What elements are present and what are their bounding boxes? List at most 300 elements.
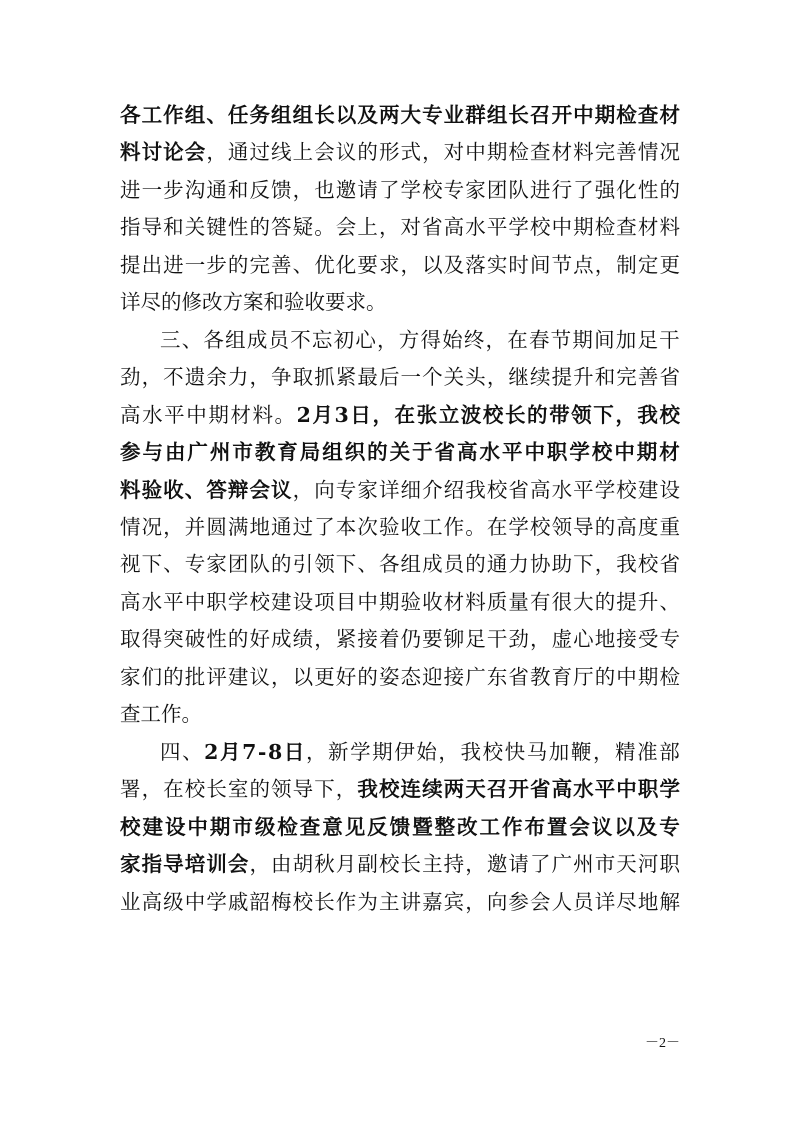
text-char: 始	[416, 739, 437, 764]
text-line	[120, 285, 680, 319]
text-char: 检	[508, 140, 529, 165]
text-char: 和	[594, 365, 616, 390]
text-char: 进	[120, 177, 141, 202]
text-char: 州	[209, 440, 231, 465]
text-char: 开	[508, 777, 529, 802]
text-char: 本	[335, 515, 357, 539]
text-char: 高	[457, 440, 478, 465]
text-char: 了	[573, 177, 594, 202]
text-char: ，	[163, 515, 184, 539]
text-char: 署	[120, 777, 141, 802]
text-char: 沟	[184, 177, 206, 202]
text-char: 长	[400, 852, 422, 876]
text-char: 水	[479, 440, 500, 465]
text-char: 连	[400, 777, 422, 802]
text-char: 的	[227, 252, 249, 277]
text-char: 方	[398, 327, 420, 352]
text-char: 劲	[120, 365, 141, 390]
text-char: 导	[292, 777, 314, 802]
text-char: 厅	[573, 664, 594, 689]
text-char: 期	[572, 327, 593, 352]
text-char: 完	[249, 252, 270, 277]
text-char: 成	[246, 327, 268, 352]
text-char: 会	[335, 215, 357, 240]
text-char: 校	[486, 477, 508, 502]
text-char: 学	[659, 777, 680, 802]
text-char: 了	[378, 177, 400, 202]
text-char: 收	[400, 515, 422, 539]
text-char: 布	[524, 814, 545, 839]
text-char: 紧	[335, 365, 357, 390]
text-char: 育	[551, 664, 573, 689]
text-char: 、	[182, 739, 203, 764]
text-char: 善	[616, 140, 637, 165]
text-char: ，	[465, 852, 486, 876]
text-char: 的	[271, 552, 292, 577]
text-char: 的	[249, 215, 270, 240]
text-char: 查	[529, 140, 551, 165]
text-char: 加	[615, 327, 637, 352]
text-char: 期	[594, 103, 616, 127]
text-char: 队	[249, 552, 270, 577]
text-char: 中	[524, 440, 545, 465]
text-char: ，	[400, 252, 422, 277]
text-char: 导	[141, 215, 163, 240]
text-char: 水	[573, 777, 594, 802]
text-line	[120, 547, 680, 581]
text-char: 受	[637, 627, 659, 652]
text-char: 邀	[486, 852, 508, 876]
text-char: 进	[529, 177, 551, 202]
text-char: 续	[529, 365, 551, 390]
text-char: 作	[163, 103, 184, 127]
text-char: 工	[422, 515, 443, 539]
text-char: 、	[659, 589, 680, 614]
text-char: 期	[372, 739, 393, 764]
text-char: 的	[527, 402, 548, 427]
text-char: 善	[637, 365, 659, 390]
text-char: 形	[378, 140, 400, 165]
text-char: 学	[594, 477, 616, 502]
text-char: 精	[615, 739, 636, 764]
text-char: 细	[400, 477, 422, 502]
text-char: 、	[181, 327, 203, 352]
text-char: 强	[594, 177, 616, 202]
text-char: 水	[142, 402, 163, 427]
text-char: 节	[550, 327, 572, 352]
text-line	[120, 772, 680, 806]
text-char: 会	[184, 140, 206, 165]
text-char: 尽	[140, 290, 161, 315]
text-char: 个	[422, 365, 443, 390]
text-char: 的	[161, 290, 182, 315]
text-char: ，	[292, 177, 314, 202]
text-char: 关	[184, 215, 206, 240]
text-char: 会	[314, 140, 335, 165]
text-char: 满	[227, 515, 249, 539]
text-line	[120, 473, 680, 507]
text-char: 组	[486, 103, 508, 127]
text-char: 期	[209, 814, 231, 839]
text-char: 两	[378, 103, 400, 127]
text-char: 在	[507, 327, 528, 352]
text-char: 破	[184, 627, 206, 652]
text-char: 化	[335, 252, 357, 277]
text-char: 开	[551, 103, 573, 127]
text-char: 一	[141, 177, 163, 202]
text-char: ，	[335, 777, 357, 802]
text-char: 以	[292, 664, 314, 689]
text-char: 们	[141, 664, 163, 689]
text-char: 张	[416, 402, 438, 427]
text-char: 春	[528, 327, 550, 352]
text-char: 专	[335, 477, 357, 502]
text-char: 设	[659, 477, 680, 502]
text-char: 期	[636, 440, 658, 465]
text-char: 以	[614, 814, 635, 839]
text-char: 三	[160, 327, 181, 352]
text-char: 中	[573, 103, 594, 127]
text-char: ，	[378, 215, 400, 240]
text-char: 材	[659, 103, 680, 127]
text-char: 案	[243, 290, 264, 315]
text-char: 月	[335, 852, 357, 876]
text-char: 我	[616, 552, 637, 577]
text-char: 目	[335, 589, 357, 614]
text-char: 取	[120, 627, 141, 652]
text-char: ，	[486, 365, 508, 390]
text-char: 指	[141, 852, 163, 876]
text-char: 日	[350, 402, 371, 427]
text-char: 升	[637, 589, 659, 614]
text-char: 于	[412, 440, 433, 465]
text-char: 省	[508, 664, 529, 689]
text-char: 视	[120, 552, 141, 577]
text-line	[120, 585, 680, 619]
text-line	[120, 810, 680, 844]
text-line	[120, 660, 680, 694]
text-char: 级	[254, 814, 276, 839]
text-char: 引	[292, 552, 314, 577]
text-char: 专	[659, 627, 680, 652]
text-char: 要	[357, 252, 378, 277]
text-char: 的	[227, 627, 249, 652]
text-char: 间	[529, 252, 551, 277]
text-char: 作	[161, 702, 182, 727]
text-char: 的	[357, 664, 378, 689]
text-char: 家	[357, 477, 378, 502]
text-char: 升	[573, 365, 594, 390]
text-char: 家	[206, 552, 227, 577]
text-line	[120, 622, 680, 656]
text-char: 力	[508, 552, 529, 577]
text-line	[120, 135, 680, 169]
text-char: ，	[141, 365, 163, 390]
text-char: 校	[249, 589, 270, 614]
text-char: 级	[163, 889, 184, 914]
text-char: 大	[400, 103, 422, 127]
text-char: 反	[249, 177, 270, 202]
text-char: 组	[271, 103, 292, 127]
text-line	[120, 510, 680, 544]
text-char: 改	[202, 290, 223, 315]
text-char: 心	[355, 327, 376, 352]
text-char: 长	[508, 103, 529, 127]
text-char: ，	[438, 739, 459, 764]
text-char: 任	[227, 103, 249, 127]
text-char: 详	[594, 889, 616, 914]
text-char: 各	[378, 552, 400, 577]
text-char: 上	[292, 140, 314, 165]
text-char: 学	[569, 440, 590, 465]
text-char: 也	[314, 177, 335, 202]
text-char: 请	[357, 177, 378, 202]
text-char: 校	[659, 402, 680, 427]
text-char: 在	[394, 402, 416, 427]
text-char: 织	[344, 440, 366, 465]
text-char: 平	[163, 589, 184, 614]
text-char: 人	[551, 889, 573, 914]
text-char: ，	[422, 140, 443, 165]
text-char: 实	[486, 252, 508, 277]
text-char: 过	[249, 140, 270, 165]
text-char: 态	[400, 664, 422, 689]
text-char: 和	[263, 290, 284, 315]
text-char: 查	[299, 814, 321, 839]
text-char: 查	[120, 702, 141, 727]
text-char: 情	[637, 140, 659, 165]
text-char: 上	[357, 215, 378, 240]
text-char: 最	[357, 365, 378, 390]
text-char: 下	[593, 402, 614, 427]
text-char: 成	[271, 627, 292, 652]
text-char: 业	[443, 103, 465, 127]
text-char: 化	[616, 177, 637, 202]
text-char: 宾	[443, 889, 465, 914]
text-char: 解	[659, 889, 680, 914]
text-char: 广	[551, 852, 573, 876]
text-char: 波	[460, 402, 482, 427]
page-number: －2－	[645, 1036, 680, 1051]
text-char: 育	[277, 440, 298, 465]
text-char: 议	[335, 140, 357, 165]
text-char: 学	[227, 589, 249, 614]
text-char: 制	[616, 252, 637, 277]
text-char: 馈	[271, 177, 292, 202]
text-char: 对	[443, 140, 465, 165]
text-char: 各	[120, 103, 141, 127]
text-char: 职	[546, 440, 568, 465]
text-char: 专	[443, 177, 465, 202]
text-char: 键	[206, 215, 227, 240]
text-char: 期	[637, 664, 659, 689]
text-char: 伊	[394, 739, 415, 764]
text-char: 节	[551, 252, 573, 277]
text-char: 队	[508, 177, 529, 202]
text-char: 召	[529, 103, 551, 127]
text-char: 员	[443, 552, 465, 577]
text-char: 争	[271, 365, 292, 390]
text-char: 为	[357, 889, 378, 914]
text-char: 讨	[141, 140, 163, 165]
text-char: 会	[569, 814, 590, 839]
text-char: 会	[227, 852, 249, 876]
text-char: 市	[232, 440, 253, 465]
text-char: 会	[249, 477, 270, 502]
text-char: 持	[443, 852, 465, 876]
text-char: 了	[314, 515, 335, 539]
text-char: 下	[335, 552, 357, 577]
text-char: 职	[659, 852, 680, 876]
text-char: 和	[163, 215, 184, 240]
text-char: 教	[529, 664, 551, 689]
text-char: 立	[438, 402, 460, 427]
text-char: 质	[486, 589, 508, 614]
text-char: 忘	[311, 327, 333, 352]
text-char: 验	[378, 515, 400, 539]
text-char: 水	[551, 477, 573, 502]
text-char: 不	[290, 327, 311, 352]
text-char: 天	[616, 852, 637, 876]
text-char: 着	[378, 627, 400, 652]
text-char: 收	[304, 290, 325, 315]
text-char: 职	[206, 589, 227, 614]
text-char: 、	[292, 252, 314, 277]
text-char: 反	[367, 814, 388, 839]
text-char: 料	[659, 215, 680, 240]
text-char: 加	[548, 739, 570, 764]
text-line	[120, 248, 680, 282]
text-char: 领	[314, 552, 335, 577]
text-char: 日	[283, 739, 305, 764]
text-char: 领	[271, 777, 292, 802]
text-char: 、	[357, 552, 378, 577]
text-char: 足	[465, 627, 486, 652]
text-char: 的	[367, 440, 388, 465]
text-char: 参	[120, 440, 141, 465]
text-char: 长	[314, 103, 335, 127]
text-char: 材	[551, 140, 573, 165]
text-char: 收	[163, 477, 184, 502]
text-char: 助	[551, 552, 573, 577]
text-char: 大	[573, 589, 594, 614]
text-char: 查	[637, 103, 659, 127]
text-char: 我	[465, 477, 486, 502]
text-char: 马	[526, 739, 548, 764]
text-char: 力	[227, 365, 249, 390]
text-char: 况	[141, 515, 163, 539]
text-char: 中	[357, 589, 378, 614]
text-char: 料	[120, 477, 141, 502]
text-char: 及	[636, 814, 658, 839]
text-char: 水	[465, 215, 486, 240]
text-char: 材	[659, 440, 680, 465]
text-char: 各	[203, 327, 224, 352]
text-char: 绩	[292, 627, 314, 652]
text-char: 中	[551, 215, 573, 240]
text-char: 好	[335, 664, 357, 689]
text-char: 讲	[400, 889, 422, 914]
text-char: 期	[208, 402, 229, 427]
text-char: 度	[637, 515, 659, 539]
text-char: 韶	[249, 889, 270, 914]
text-char: 导	[573, 515, 594, 539]
text-char: 项	[314, 589, 335, 614]
text-char: 组	[225, 327, 246, 352]
text-char: 得	[420, 327, 441, 352]
text-char: 学	[206, 889, 227, 914]
text-char: 我	[357, 777, 378, 802]
text-char: 答	[206, 477, 227, 502]
text-char: ，	[249, 852, 270, 876]
text-char: 副	[357, 852, 378, 876]
text-char: 心	[573, 627, 594, 652]
text-char: 平	[164, 402, 185, 427]
text-char: 中	[616, 664, 637, 689]
text-char: ，	[594, 252, 616, 277]
text-char: ，	[485, 327, 507, 352]
text-char: 优	[314, 252, 335, 277]
text-char: 期	[486, 140, 508, 165]
text-char: 余	[206, 365, 227, 390]
text-char: 校	[616, 477, 637, 502]
text-char: 广	[465, 664, 486, 689]
text-char: 议	[271, 477, 292, 502]
text-char: 量	[508, 589, 529, 614]
text-char: 校	[292, 889, 314, 914]
text-char: 始	[442, 327, 463, 352]
text-line	[120, 173, 680, 207]
text-char: 以	[335, 103, 357, 127]
text-char: 过	[292, 515, 314, 539]
text-char: 的	[249, 777, 270, 802]
text-char: 好	[249, 627, 270, 652]
text-char: 料	[573, 140, 594, 165]
text-char: 验	[284, 290, 305, 315]
text-char: 及	[443, 252, 465, 277]
text-char: 鞭	[570, 739, 592, 764]
text-char: 劲	[508, 627, 529, 652]
text-char: 以	[422, 252, 443, 277]
text-char: 水	[141, 589, 163, 614]
text-char: 关	[389, 440, 411, 465]
text-line	[120, 210, 680, 244]
text-char: 落	[465, 252, 486, 277]
text-char: 协	[529, 552, 551, 577]
text-char: 要	[422, 627, 443, 652]
text-char: 地	[594, 627, 616, 652]
text-char: 详	[378, 477, 400, 502]
text-char: ，	[314, 627, 335, 652]
text-char: 校	[422, 177, 443, 202]
text-char: 领	[571, 402, 592, 427]
text-char: ，	[271, 664, 292, 689]
text-char: 详	[120, 290, 141, 315]
text-line	[160, 735, 680, 769]
text-char: 向	[486, 889, 508, 914]
text-char: 次	[357, 515, 378, 539]
text-char: 干	[659, 327, 680, 352]
text-line	[120, 360, 680, 394]
text-char: 定	[637, 252, 659, 277]
text-char: 通	[486, 552, 508, 577]
text-char: 团	[486, 177, 508, 202]
text-char: 校	[591, 440, 613, 465]
text-char: 突	[163, 627, 184, 652]
text-char: 组	[292, 103, 314, 127]
text-char: 整	[434, 814, 456, 839]
text-char: 河	[637, 852, 659, 876]
